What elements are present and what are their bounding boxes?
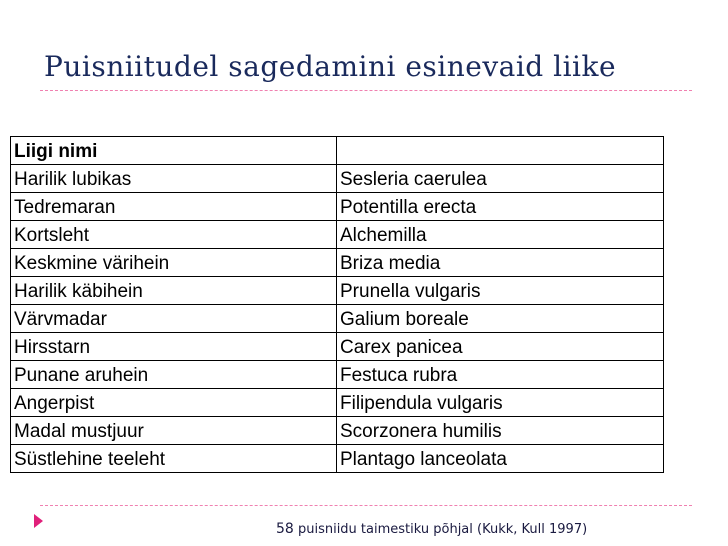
latin-name-cell: Alchemilla (337, 221, 664, 249)
latin-name-cell: Scorzonera humilis (337, 417, 664, 445)
footnote-number: 58 (276, 521, 294, 537)
latin-name-cell: Galium boreale (337, 305, 664, 333)
common-name-cell: Tedremaran (11, 193, 337, 221)
header-cell-latin (337, 137, 664, 165)
footnote (276, 521, 587, 537)
latin-name-cell: Sesleria caerulea (337, 165, 664, 193)
common-name-cell: Harilik lubikas (11, 165, 337, 193)
common-name-cell: Hirsstarn (11, 333, 337, 361)
table-row (11, 305, 664, 333)
latin-name-cell: Potentilla erecta (337, 193, 664, 221)
common-name-cell: Värvmadar (11, 305, 337, 333)
header-cell-name: Liigi nimi (11, 137, 337, 165)
species-table-body (11, 137, 664, 473)
common-name-cell: Harilik käbihein (11, 277, 337, 305)
common-name-cell: Angerpist (11, 389, 337, 417)
table-row (11, 333, 664, 361)
common-name-cell: Kortsleht (11, 221, 337, 249)
common-name-cell: Punane aruhein (11, 361, 337, 389)
table-row (11, 445, 664, 473)
footnote-text: puisniidu taimestiku põhjal (Kukk, Kull 1997) (297, 522, 588, 537)
latin-name-cell: Carex panicea (337, 333, 664, 361)
table-row (11, 249, 664, 277)
triangle-bullet-icon (34, 514, 43, 528)
latin-name-cell: Filipendula vulgaris (337, 389, 664, 417)
table-row (11, 389, 664, 417)
table-row (11, 193, 664, 221)
table-row (11, 417, 664, 445)
table-row (11, 277, 664, 305)
table-row (11, 361, 664, 389)
table-header-row (11, 137, 664, 165)
latin-name-cell: Prunella vulgaris (337, 277, 664, 305)
species-table (10, 136, 664, 473)
latin-name-cell: Briza media (337, 249, 664, 277)
slide-title: Puisniitudel sagedamini esinevaid liike (44, 50, 617, 83)
common-name-cell: Keskmine värihein (11, 249, 337, 277)
common-name-cell: Süstlehine teeleht (11, 445, 337, 473)
common-name-cell: Madal mustjuur (11, 417, 337, 445)
latin-name-cell: Plantago lanceolata (337, 445, 664, 473)
table-row (11, 165, 664, 193)
table-row (11, 221, 664, 249)
latin-name-cell: Festuca rubra (337, 361, 664, 389)
footer-divider (40, 505, 692, 506)
title-divider (40, 90, 692, 91)
